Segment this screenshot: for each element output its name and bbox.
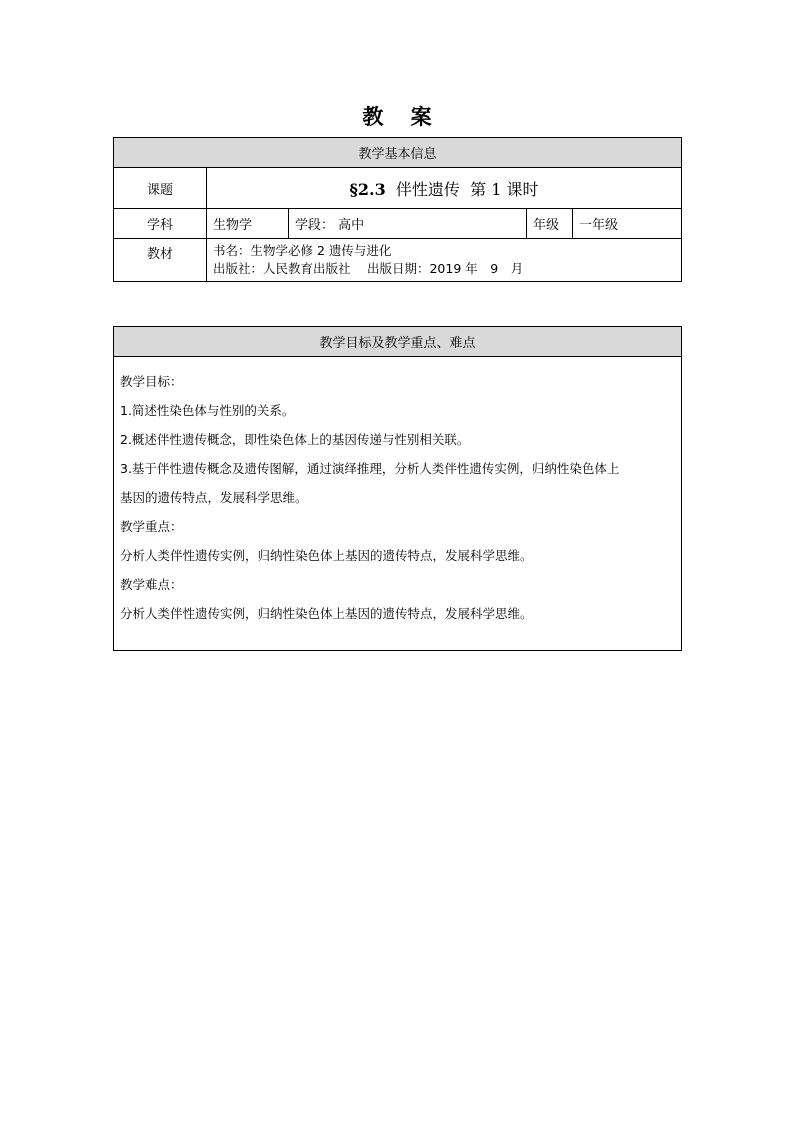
topic-section: §2.3 — [349, 179, 386, 199]
textbook-label: 教材 — [114, 239, 207, 282]
basic-info-table — [113, 137, 682, 282]
goals-line: 基因的遗传特点，发展科学思维。 — [120, 490, 308, 505]
grade-label: 年级 — [527, 209, 573, 239]
goals-line: 3.基于伴性遗传概念及遗传图解，通过演绎推理，分析人类伴性遗传实例，归纳性染色体上 — [120, 461, 620, 476]
goals-body — [114, 357, 682, 651]
textbook-value — [207, 239, 682, 282]
goals-line: 1.简述性染色体与性别的关系。 — [120, 403, 295, 418]
goals-line: 教学目标： — [120, 374, 183, 389]
topic-name: 伴性遗传 — [395, 179, 460, 199]
goals-line: 2.概述伴性遗传概念，即性染色体上的基因传递与性别相关联。 — [120, 432, 470, 447]
grade-value: 一年级 — [573, 209, 682, 239]
document-title: 教 案 — [362, 105, 442, 129]
textbook-publisher: 出版社：人民教育出版社 出版日期：2019 年 9 月 — [213, 261, 524, 276]
subject-value: 生物学 — [207, 209, 289, 239]
topic-lesson: 第 1 课时 — [470, 179, 539, 199]
goals-header: 教学目标及教学重点、难点 — [114, 327, 682, 357]
subject-label: 学科 — [114, 209, 207, 239]
textbook-name: 书名：生物学必修 2 遗传与进化 — [213, 243, 392, 258]
stage-label: 学段： 高中 — [289, 209, 527, 239]
goals-line: 分析人类伴性遗传实例，归纳性染色体上基因的遗传特点，发展科学思维。 — [120, 548, 533, 563]
goals-line: 教学难点： — [120, 577, 183, 592]
basic-info-header: 教学基本信息 — [114, 138, 682, 168]
topic-label: 课题 — [114, 168, 207, 209]
topic-value — [207, 168, 682, 209]
goals-table — [113, 326, 682, 651]
goals-line: 教学重点： — [120, 519, 183, 534]
goals-line: 分析人类伴性遗传实例，归纳性染色体上基因的遗传特点，发展科学思维。 — [120, 606, 533, 621]
